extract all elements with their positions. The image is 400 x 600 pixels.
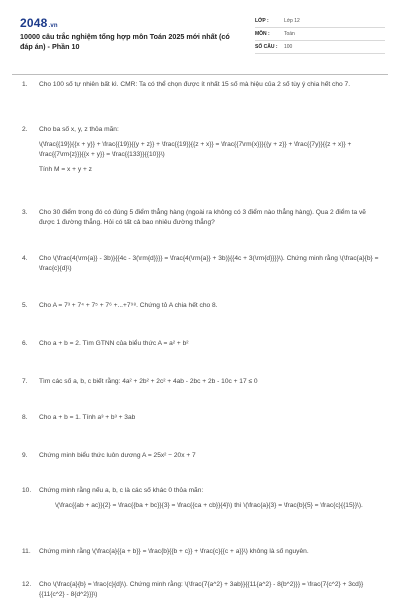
question-text: Cho A = 7³ + 7⁴ + 7⁵ + 7⁶ +...+7⁹⁸. Chứng tỏ A chia hết cho 8. — [39, 302, 218, 309]
meta-value: 100 — [284, 44, 293, 50]
question-text: Chứng minh rằng nếu a, b, c là các số khác 0 thỏa mãn: — [39, 487, 204, 494]
question-number: 2. — [22, 126, 28, 133]
question-formula: \(\frac{{19}}{{x + y}} + \frac{{19}}{{y + z}} + \frac{{19}}{{z + x}} = \frac{{7\rm{x}}}{{y + z}} + \frac{{7y}}{{z + x}} + \frac{{7\rm{z}}}{{x + y}} = \frac{{133}}{{10}}\) — [39, 141, 352, 158]
question-formula: \(\frac{{ab + ac}}{2} = \frac{{ba + bc}}{3} = \frac{{ca + cb}}{4}\) thì \(\frac{a}{3} = \frac{b}{5} = \frac{c}{{15}}\). — [55, 502, 363, 509]
question-text: Cho a + b = 2. Tìm GTNN của biểu thức A = a² + b² — [39, 340, 189, 347]
meta-row — [255, 41, 385, 54]
meta-key: SỐ CÂU : — [255, 44, 278, 50]
question-text: Cho \(\frac{4(\rm{a}} - 3b)}{{4c - 3(\rm{d}}}} = \frac{4(\rm{a}} + 3b)}{{4c + 3(\rm{d}}}}\). Chứng minh rằng \(\frac{a}{b} = \frac{c}{d}\) — [39, 255, 379, 272]
site-logo[interactable] — [20, 16, 58, 30]
question-body — [39, 486, 379, 511]
question-text: Chứng minh rằng \(\frac{a}{{a + b}} = \frac{b}{{b + c}} + \frac{c}{{c + a}}\) không là số nguyên. — [39, 548, 309, 555]
meta-key: LỚP : — [255, 18, 269, 24]
question-number: 3. — [22, 209, 28, 216]
meta-row — [255, 15, 385, 28]
question-body — [39, 125, 379, 175]
divider — [12, 74, 388, 75]
question-number: 10. — [22, 487, 32, 494]
question-number: 11. — [22, 548, 31, 555]
question-text: Cho a + b = 1. Tính a³ + b³ + 3ab — [39, 414, 136, 421]
question-text: Cho \(\frac{a}{b} = \frac{c}{d}\). Chứng minh rằng: \(\frac{7{a^2} + 3ab}}{{11{a^2} - 8{b^2}}} = \frac{7{c^2} + 3cd}}{{11{c^2} - 8{d^2}}}\) — [39, 581, 364, 598]
question-text: Cho 30 điểm trong đó có đúng 5 điểm thẳng hàng (ngoài ra không có 3 điểm nào thẳng hàng). Qua 2 điểm ta vẽ được 1 đường thẳng. Hỏi có tất cả bao nhiêu đường thẳng? — [39, 209, 366, 226]
question-number: 6. — [22, 340, 28, 347]
question-text: Cho ba số x, y, z thỏa mãn: — [39, 126, 119, 133]
question-number: 7. — [22, 378, 28, 385]
logo-text: 2048 — [20, 16, 48, 30]
meta-row — [255, 28, 385, 41]
meta-value: Lớp 12 — [284, 18, 300, 24]
question-text: Chứng minh biểu thức luôn dương A = 25x² − 20x + 7 — [39, 452, 196, 459]
question-number: 12. — [22, 581, 32, 588]
question-number: 9. — [22, 452, 28, 459]
question-number: 4. — [22, 255, 28, 262]
question-extra: Tính M = x + y + z — [39, 166, 92, 173]
question-text: Cho 100 số tự nhiên bất kì. CMR: Ta có thể chọn được ít nhất 15 số mà hiệu của 2 số tùy ý chia hết cho 7. — [39, 81, 351, 88]
question-number: 8. — [22, 414, 28, 421]
header — [0, 0, 400, 72]
meta-value: Toán — [284, 31, 295, 37]
meta-key: MÔN : — [255, 31, 270, 37]
page-title: 10000 câu trắc nghiệm tổng hợp môn Toán 2025 mới nhất (có đáp án) - Phần 10 — [20, 32, 230, 51]
question-text: Tìm các số a, b, c biết rằng: 4a² + 2b² + 2c² + 4ab - 2bc + 2b - 10c + 17 ≤ 0 — [39, 378, 258, 385]
question-number: 5. — [22, 302, 28, 309]
question-number: 1. — [22, 81, 28, 88]
meta-table — [255, 15, 385, 54]
logo-suffix: .vn — [48, 23, 58, 29]
